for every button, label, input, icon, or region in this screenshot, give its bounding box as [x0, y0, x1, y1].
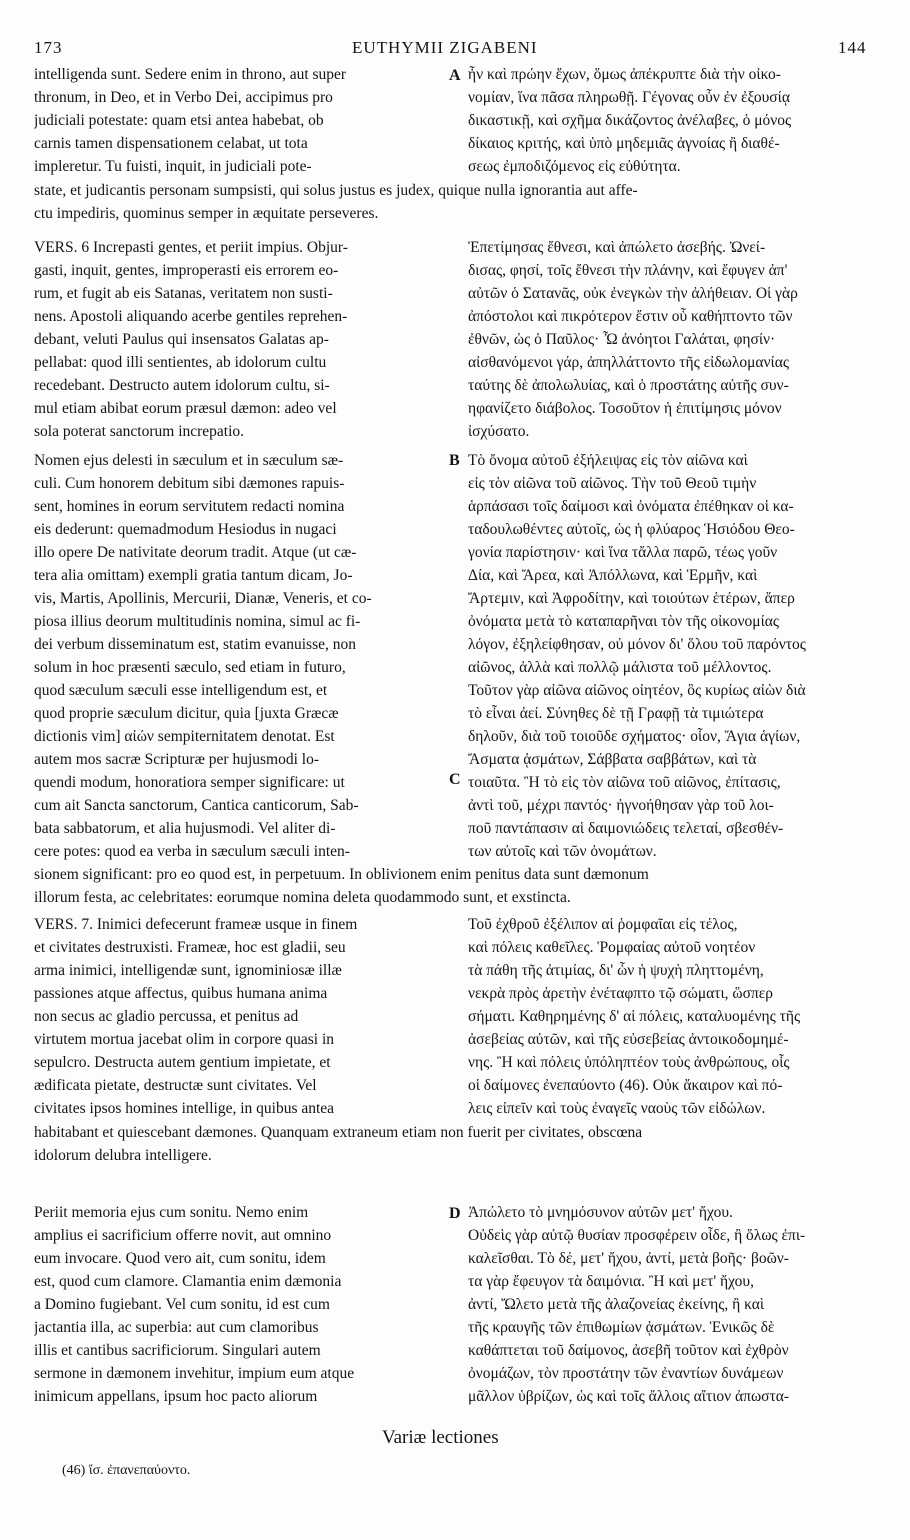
latin-line: debant, veluti Paulus qui insensatos Galatas ap-	[34, 331, 329, 348]
latin-line: et civitates destruxisti. Frameæ, hoc est gladii, seu	[34, 939, 346, 956]
latin-line: quod sæculum sæculi esse intelligendum est, et	[34, 682, 328, 699]
latin-line: a Domino fugiebant. Vel cum sonitu, id est cum	[34, 1296, 330, 1313]
full-width-line: state, et judicantis personam sumpsisti, qui solus justus es judex, quique nulla ignorantia aut affe-	[34, 182, 638, 199]
greek-line: τῆς κραυγῆς τῶν ἐπιθωμίων ᾀσμάτων. Ἑνικῶς δὲ	[468, 1319, 775, 1336]
greek-line: ἰσχύσατο.	[468, 423, 530, 440]
greek-line: Τοῦτον γὰρ αἰῶνα αἰῶνος οἰητέον, ὃς κυρίως αἰὼν διὰ	[468, 682, 806, 699]
latin-line: cere potes: quod ea verba in sæculum sæculi inten-	[34, 843, 350, 860]
latin-line: nens. Apostoli aliquando acerbe gentiles reprehen-	[34, 308, 348, 325]
greek-line: αἰσθανόμενοι γάρ, ἀπηλλάττοντο τῆς εἰδωλομανίας	[468, 354, 789, 371]
greek-line: Ἄρτεμιν, καὶ Ἀφροδίτην, καὶ τοιούτων ἑτέρων, ἅπερ	[468, 590, 795, 607]
greek-line: ταδουλωθέντες αὐτοῖς, ὡς ἡ φλύαρος Ἡσιόδου Θεο-	[468, 521, 795, 538]
latin-line: gasti, inquit, gentes, improperasti eis errorem eo-	[34, 262, 339, 279]
latin-line: pellabat: quod illi sentientes, ab idolorum cultu	[34, 354, 327, 371]
latin-line: eis dederunt: quemadmodum Hesiodus in nugaci	[34, 521, 337, 538]
full-width-line: idolorum delubra intelligere.	[34, 1147, 212, 1164]
latin-line: virtutem mortua jacebat olim in corpore quasi in	[34, 1031, 335, 1048]
latin-line: VERS. 7. Inimici defecerunt frameæ usque in finem	[34, 916, 358, 933]
latin-line: tera alia omittam) exempli gratia tantum dicam, Jo-	[34, 567, 353, 584]
greek-line: τὰ πάθη τῆς ἀτιμίας, δι' ὧν ἡ ψυχὴ πληττομένη,	[468, 962, 764, 979]
latin-line: Nomen ejus delesti in sæculum et in sæculum sæ-	[34, 452, 344, 469]
latin-line: dictionis vim] αἰών sempiternitatem denotat. Est	[34, 728, 335, 745]
latin-line: est, quod cum clamore. Clamantia enim dæmonia	[34, 1273, 342, 1290]
latin-line: judiciali potestate: quam etsi antea habebat, ob	[34, 112, 324, 129]
greek-line: δίκαιος κριτής, καὶ ὑπὸ μηδεμιᾶς ἀγνοίας ἢ διαθέ-	[468, 135, 780, 152]
latin-line: inimicum appellans, ipsum hoc pacto aliorum	[34, 1388, 318, 1405]
greek-line: μᾶλλον ὑβρίζων, ὡς καὶ τοῖς ἄλλοις αἴτιον ἀπωστα-	[468, 1388, 790, 1405]
full-width-line: habitabant et quiescebant dæmones. Quanquam extraneum etiam non fuerit per civitates, obscœna	[34, 1124, 643, 1141]
greek-line: Ἀπώλετο τὸ μνημόσυνον αὐτῶν μετ' ἤχου.	[468, 1204, 733, 1221]
greek-line: ηφανίζετο διάβολος. Τοσοῦτον ἡ ἐπιτίμησις μόνον	[468, 400, 782, 417]
greek-line: νης. Ἢ καὶ πόλεις ὑπόληπτέον τοὺς ἀνθρώπους, οἷς	[468, 1054, 790, 1071]
latin-line: solum in hoc præsenti sæculo, sed etiam in futuro,	[34, 659, 346, 676]
greek-line: Τοῦ ἐχθροῦ ἐξέλιπον αἱ ῥομφαῖαι εἰς τέλος,	[468, 916, 738, 933]
running-title: EUTHYMII ZIGABENI	[352, 38, 538, 57]
page-number-right: 144	[838, 38, 867, 57]
greek-line: Οὐδεὶς γὰρ αὐτῷ θυσίαν προσφέρειν οἶδε, ἢ ὅλως ἐπι-	[468, 1227, 806, 1244]
latin-line: vis, Martis, Apollinis, Mercurii, Dianæ, Veneris, et co-	[34, 590, 372, 607]
latin-line: VERS. 6 Increpasti gentes, et periit impius. Objur-	[34, 239, 348, 256]
latin-line: sola poterat sanctorum increpatio.	[34, 423, 245, 440]
latin-line: arma inimici, intelligendæ sunt, ignominiosæ illæ	[34, 962, 342, 979]
greek-line: οἱ δαίμονες ἐνεπαύοντο (46). Οὐκ ἄκαιρον καὶ πό-	[468, 1077, 783, 1094]
latin-line: Periit memoria ejus cum sonitu. Nemo enim	[34, 1204, 309, 1221]
greek-line: νεκρὰ πρὸς ἀρετὴν ἐνέταφπτο τῷ σώματι, ὥσπερ	[468, 985, 774, 1002]
latin-line: non secus ac gladio percussa, et penitus ad	[34, 1008, 299, 1025]
greek-line: ὀνομάζων, τὸν προστάτην τῶν ἐναντίων δυνάμεων	[468, 1365, 784, 1382]
section-marker-c: C	[449, 771, 461, 788]
greek-line: λεις εἰπεῖν καὶ τοὺς ἐναγεῖς ναοὺς τῶν εἰδώλων.	[468, 1100, 766, 1117]
latin-line: dei verbum disseminatum est, statim evanuisse, non	[34, 636, 357, 653]
greek-line: των αὐτοῖς καὶ τῶν ὀνομάτων.	[468, 843, 657, 860]
latin-line: quendi modum, honoratiora semper significare: ut	[34, 774, 345, 791]
greek-line: ἐθνῶν, ὡς ὁ Παῦλος· Ὦ ἀνόητοι Γαλάται, φησίν·	[468, 331, 776, 348]
greek-line: αἰῶνος, ἀλλὰ καὶ πολλῷ μάλιστα τοῦ μέλλοντος.	[468, 659, 772, 676]
full-width-line: ctu impediris, quominus semper in æquitate perseveres.	[34, 205, 379, 222]
latin-line: sent, homines in eorum servitutem redacti nomina	[34, 498, 345, 515]
latin-line: impleretur. Tu fuisti, inquit, in judiciali pote-	[34, 158, 312, 175]
section-marker-d: D	[449, 1205, 461, 1222]
latin-line: illo opere De nativitate deorum tradit. Atque (ut cæ-	[34, 544, 357, 561]
greek-line: γονία παρίστησιν· καὶ ἵνα τἄλλα παρῶ, τέως γοῦν	[468, 544, 778, 561]
footnote: (46) ἴσ. ἐπανεπαύοντο.	[62, 1463, 191, 1478]
latin-line: eum invocare. Quod vero ait, cum sonitu, idem	[34, 1250, 326, 1267]
latin-line: autem mos sacræ Scripturæ per hujusmodi lo-	[34, 751, 319, 768]
latin-line: sepulcro. Destructa autem gentium impietate, et	[34, 1054, 331, 1071]
latin-line: jactantia illa, ac superbia: aut cum clamoribus	[34, 1319, 319, 1336]
latin-line: intelligenda sunt. Sedere enim in throno, aut super	[34, 66, 347, 83]
greek-line: Τὸ ὄνομα αὐτοῦ ἐξήλειψας εἰς τὸν αἰῶνα καὶ	[468, 452, 748, 469]
greek-line: Ἄσματα ᾀσμάτων, Σάββατα σαββάτων, καὶ τὰ	[468, 751, 757, 768]
greek-line: ἀπόστολοι καὶ πικρότερον ἔστιν οὗ καθήπτοντο τῶν	[468, 308, 793, 325]
latin-line: recedebant. Destructo autem idolorum cultu, si-	[34, 377, 330, 394]
full-width-line: sionem significant: pro eo quod est, in perpetuum. In oblivionem enim penitus data sunt dæmonum	[34, 866, 649, 883]
latin-line: amplius ei sacrificium offerre novit, aut omnino	[34, 1227, 332, 1244]
greek-line: τὸ εἶναι ἀεί. Σύνηθες δὲ τῇ Γραφῇ τὰ τιμιώτερα	[468, 705, 764, 722]
latin-line: cum ait Sancta sanctorum, Cantica canticorum, Sab-	[34, 797, 359, 814]
greek-line: δηλοῦν, διὰ τοῦ τοιοῦδε σχήματος· οἷον, Ἅγια ἁγίων,	[468, 728, 801, 745]
latin-line: civitates ipsos homines intellige, in quibus antea	[34, 1100, 335, 1117]
greek-line: εἰς τὸν αἰῶνα τοῦ αἰῶνος. Τὴν τοῦ Θεοῦ τιμὴν	[468, 475, 757, 492]
latin-line: ædificata pietate, destructæ sunt civitates. Vel	[34, 1077, 317, 1094]
greek-line: Ἐπετίμησας ἔθνεσι, καὶ ἀπώλετο ἀσεβής. Ὠνεί-	[468, 239, 766, 256]
section-marker-a: A	[449, 67, 461, 84]
latin-line: bata sabbatorum, et alia hujusmodi. Vel aliter di-	[34, 820, 336, 837]
latin-line: thronum, in Deo, et in Verbo Dei, accipimus pro	[34, 89, 333, 106]
greek-line: δικαστικῇ, καὶ σχῆμα δικάζοντος ἀνέλαβες, ὁ μόνος	[468, 112, 792, 129]
latin-line: piosa illius deorum multitudinis nomina, simul ac fi-	[34, 613, 361, 630]
greek-line: καθάπτεται τοῦ δαίμονος, ἀσεβῆ τοῦτον καὶ ἐχθρὸν	[468, 1342, 789, 1359]
latin-line: sermone in dæmonem invehitur, impium eum atque	[34, 1365, 355, 1382]
latin-line: carnis tamen dispensationem celabat, ut tota	[34, 135, 308, 152]
full-width-line: illorum festa, ac celebritates: eorumque nomina deleta quodammodo sunt, et exstincta.	[34, 889, 571, 906]
greek-line: ἦν καὶ πρώην ἔχων, ὅμως ἀπέκρυπτε διὰ τὴν οἰκο-	[468, 66, 781, 83]
greek-line: Δία, καὶ Ἄρεα, καὶ Ἀπόλλωνα, καὶ Ἑρμῆν, καὶ	[468, 567, 758, 584]
greek-line: τα γὰρ ἔφευγον τὰ δαιμόνια. Ἢ καὶ μετ' ἤχου,	[468, 1273, 754, 1290]
greek-line: τοιαῦτα. Ἢ τὸ εἰς τὸν αἰῶνα τοῦ αἰῶνος, ἐπίτασις,	[468, 774, 781, 791]
latin-line: culi. Cum honorem debitum sibi dæmones rapuis-	[34, 475, 345, 492]
greek-line: καὶ πόλεις καθεῖλες. Ῥομφαίας αὐτοῦ νοητέον	[468, 939, 756, 956]
greek-line: ἀσεβείας αὐτῶν, καὶ τῆς εὐσεβείας ἀντοικοδομημέ-	[468, 1031, 789, 1048]
greek-line: σεως ἐμποδιζόμενος εἰς εὐθύτητα.	[468, 158, 681, 175]
latin-line: rum, et fugit ab eis Satanas, veritatem non susti-	[34, 285, 333, 302]
greek-line: λόγον, ἐξηλείφθησαν, οὐ μόνον δι' ὅλου τοῦ παρόντος	[468, 636, 806, 653]
greek-line: νομίαν, ἵνα πᾶσα πληρωθῇ. Γέγονας οὖν ἐν ἐξουσίᾳ	[468, 89, 790, 106]
greek-line: σήματι. Καθηρημένης δ' αἱ πόλεις, καταλυομένης τῆς	[468, 1008, 801, 1025]
latin-line: mul etiam abibat eorum præsul dæmon: adeo vel	[34, 400, 337, 417]
greek-line: δισας, φησί, τοῖς ἔθνεσι τὴν πλάνην, καὶ ἔφυγεν ἀπ'	[468, 262, 788, 279]
greek-line: ποῦ παντάπασιν αἱ δαιμονιώδεις τελεταί, σβεσθέν-	[468, 820, 784, 837]
latin-line: passiones atque affectus, quibus humana anima	[34, 985, 328, 1002]
greek-line: ταύτης δὲ ἀπολωλυίας, καὶ ὁ προστάτης αὐτῆς συν-	[468, 377, 789, 394]
greek-line: καλεῖσθαι. Τὸ δέ, μετ' ἤχου, ἀντί, μετὰ βοῆς· βοῶν-	[468, 1250, 789, 1267]
greek-line: ἀντί, Ὤλετο μετὰ τῆς ἀλαζονείας ἐκείνης, ἢ καὶ	[468, 1296, 765, 1313]
section-marker-b: B	[449, 452, 460, 469]
greek-line: αὐτῶν ὁ Σατανᾶς, οὐκ ἐνεγκὼν τὴν ἀλήθειαν. Οἱ γὰρ	[468, 285, 798, 302]
latin-line: illis et cantibus sacrificiorum. Singulari autem	[34, 1342, 321, 1359]
latin-line: quod proprie sæculum dicitur, quia [juxta Græcæ	[34, 705, 339, 722]
variant-readings-heading: Variæ lectiones	[382, 1427, 499, 1448]
greek-line: ὀνόματα μετὰ τὸ καταπαρῆναι τὸν τῆς οἰκονομίας	[468, 613, 780, 630]
greek-line: ἁρπάσασι τοῖς δαίμοσι καὶ ὀνόματα ἐπέθηκαν οἱ κα-	[468, 498, 794, 515]
greek-line: ἀντὶ τοῦ, μέχρι παντός· ἠγνοήθησαν γὰρ τοῦ λοι-	[468, 797, 774, 814]
page-number-left: 173	[34, 38, 63, 57]
